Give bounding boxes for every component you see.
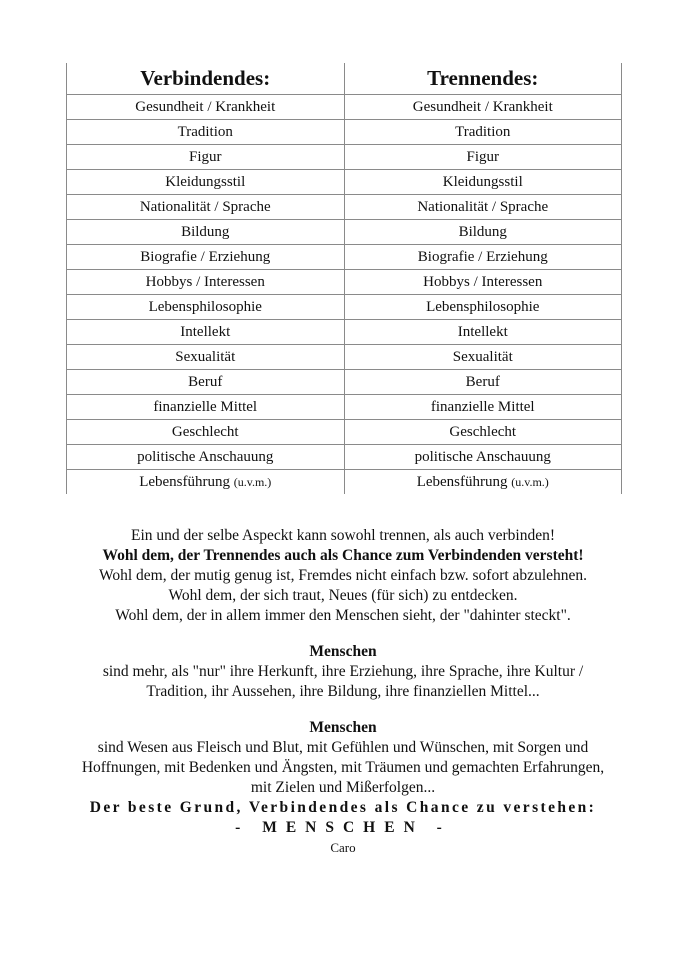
header-trennendes: Trennendes: [344, 63, 622, 95]
cell-verbindendes: Tradition [67, 120, 345, 145]
intro-line: Ein und der selbe Aspeckt kann sowohl trennen, als auch verbinden! [131, 527, 555, 544]
table-row [67, 420, 622, 445]
intro-line: Wohl dem, der in allem immer den Menschen sieht, der "dahinter steckt". [115, 607, 571, 624]
cell-trennendes: Bildung [344, 220, 622, 245]
cell-verbindendes: Hobbys / Interessen [67, 270, 345, 295]
block2-line: mit Zielen und Mißerfolgen... [250, 779, 436, 796]
cell-verbindendes: Beruf [67, 370, 345, 395]
cell-trennendes: Tradition [344, 120, 622, 145]
table-row [67, 345, 622, 370]
cell-verbindendes: finanzielle Mittel [67, 395, 345, 420]
table-row [67, 195, 622, 220]
cell-verbindendes: Gesundheit / Krankheit [67, 95, 345, 120]
table-body [67, 95, 622, 495]
block2-line: sind Wesen aus Fleisch und Blut, mit Gefühlen und Wünschen, mit Sorgen und [97, 739, 589, 756]
intro-line: Wohl dem, der sich traut, Neues (für sich) zu entdecken. [168, 587, 518, 604]
table-row [67, 145, 622, 170]
cell-trennendes: Figur [344, 145, 622, 170]
cell-trennendes [344, 470, 622, 495]
cell-verbindendes: politische Anschauung [67, 445, 345, 470]
last-row-suffix: (u.v.m.) [511, 475, 549, 489]
cell-trennendes: Sexualität [344, 345, 622, 370]
block1-line: Tradition, ihr Aussehen, ihre Bildung, ihre finanziellen Mittel... [146, 683, 540, 700]
header-verbindendes: Verbindendes: [67, 63, 345, 95]
signature: Caro [330, 840, 356, 855]
table-row [67, 220, 622, 245]
table-row [67, 245, 622, 270]
cell-trennendes: politische Anschauung [344, 445, 622, 470]
closing-line: Der beste Grund, Verbindendes als Chance zu verstehen: [89, 799, 597, 816]
block2-title: Menschen [309, 719, 377, 736]
table-row [67, 470, 622, 495]
cell-verbindendes: Nationalität / Sprache [67, 195, 345, 220]
table-header-row [67, 63, 622, 95]
cell-trennendes: Hobbys / Interessen [344, 270, 622, 295]
cell-verbindendes: Biografie / Erziehung [67, 245, 345, 270]
cell-trennendes: Beruf [344, 370, 622, 395]
text-block [40, 526, 646, 858]
table-row [67, 295, 622, 320]
cell-trennendes: Biografie / Erziehung [344, 245, 622, 270]
block2-line: Hoffnungen, mit Bedenken und Ängsten, mit Träumen und gemachten Erfahrungen, [81, 759, 605, 776]
block1-title: Menschen [309, 643, 377, 660]
menschen-caps: - MENSCHEN - [235, 819, 451, 836]
comparison-table [66, 63, 622, 494]
last-row-suffix: (u.v.m.) [233, 475, 272, 489]
cell-verbindendes: Bildung [67, 220, 345, 245]
cell-verbindendes: Intellekt [67, 320, 345, 345]
table-row [67, 95, 622, 120]
cell-verbindendes: Lebensphilosophie [67, 295, 345, 320]
table-row [67, 370, 622, 395]
cell-verbindendes [67, 470, 345, 495]
table-row [67, 170, 622, 195]
cell-verbindendes: Geschlecht [67, 420, 345, 445]
last-row-term: Lebensführung [416, 474, 508, 490]
cell-verbindendes: Kleidungsstil [67, 170, 345, 195]
table-row [67, 445, 622, 470]
intro-line-bold: Wohl dem, der Trennendes auch als Chance zum Verbindenden versteht! [102, 547, 584, 564]
table-row [67, 395, 622, 420]
cell-verbindendes: Sexualität [67, 345, 345, 370]
block1-line: sind mehr, als "nur" ihre Herkunft, ihre Erziehung, ihre Sprache, ihre Kultur / [102, 663, 584, 680]
cell-trennendes: Kleidungsstil [344, 170, 622, 195]
table-row [67, 320, 622, 345]
table-row [67, 270, 622, 295]
cell-trennendes: Lebensphilosophie [344, 295, 622, 320]
cell-trennendes: Nationalität / Sprache [344, 195, 622, 220]
table-row [67, 120, 622, 145]
cell-trennendes: Gesundheit / Krankheit [344, 95, 622, 120]
cell-trennendes: Geschlecht [344, 420, 622, 445]
cell-trennendes: finanzielle Mittel [344, 395, 622, 420]
cell-trennendes: Intellekt [344, 320, 622, 345]
cell-verbindendes: Figur [67, 145, 345, 170]
last-row-term: Lebensführung [139, 474, 230, 490]
intro-line: Wohl dem, der mutig genug ist, Fremdes nicht einfach bzw. sofort abzulehnen. [98, 567, 588, 584]
